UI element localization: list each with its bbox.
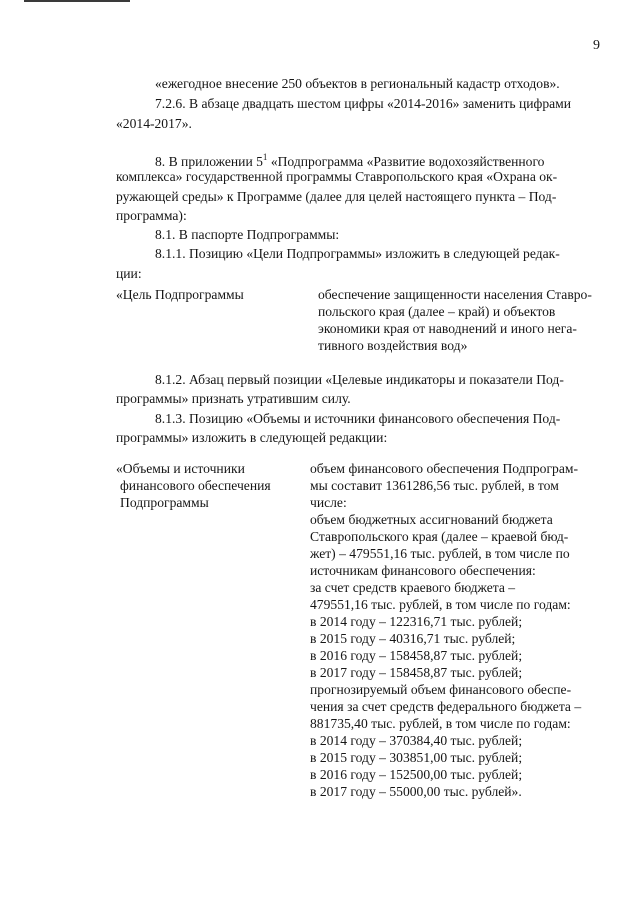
paragraph-line: 8.1.1. Позицию «Цели Подпрограммы» изложить в следующей редак- bbox=[155, 246, 560, 261]
finance-value-line: в 2015 году – 40316,71 тыс. рублей; bbox=[310, 631, 516, 646]
paragraph-line: комплекса» государственной программы Ставропольского края «Охрана ок- bbox=[116, 169, 558, 184]
paragraph-text: 8. В приложении 5 bbox=[155, 154, 263, 169]
finance-value-line: в 2014 году – 370384,40 тыс. рублей; bbox=[310, 733, 523, 748]
superscript: 1 bbox=[262, 152, 268, 162]
finance-value-line: мы составит 1361286,56 тыс. рублей, в том bbox=[310, 478, 559, 493]
paragraph-text: «Подпрограмма «Развитие водохозяйственного bbox=[267, 154, 545, 169]
finance-label-line: финансового обеспечения bbox=[120, 478, 271, 493]
paragraph-line bbox=[155, 149, 544, 170]
finance-value bbox=[310, 460, 610, 800]
paragraph-line: «ежегодное внесение 250 объектов в региональный кадастр отходов». bbox=[155, 76, 560, 91]
goal-label: «Цель Подпрограммы bbox=[116, 287, 244, 302]
goal-value-line: обеспечение защищенности населения Ставро- bbox=[318, 287, 592, 302]
top-rule bbox=[24, 0, 130, 2]
page-number: 9 bbox=[593, 38, 600, 53]
finance-label-line: «Объемы и источники bbox=[116, 461, 245, 476]
paragraph-line: программы» признать утратившим силу. bbox=[116, 391, 351, 406]
finance-value-line: в 2017 году – 55000,00 тыс. рублей». bbox=[310, 784, 522, 799]
paragraph-line: ции: bbox=[116, 266, 142, 281]
paragraph-line: 8.1. В паспорте Подпрограммы: bbox=[155, 227, 340, 242]
finance-value-line: прогнозируемый объем финансового обеспе- bbox=[310, 682, 572, 697]
finance-value-line: в 2016 году – 152500,00 тыс. рублей; bbox=[310, 767, 523, 782]
finance-value-line: числе: bbox=[310, 495, 347, 510]
goal-value-line: экономики края от наводнений и иного нега- bbox=[318, 321, 577, 336]
finance-value-line: 479551,16 тыс. рублей, в том числе по годам: bbox=[310, 597, 571, 612]
finance-value-line: 881735,40 тыс. рублей, в том числе по годам: bbox=[310, 716, 571, 731]
finance-value-line: в 2014 году – 122316,71 тыс. рублей; bbox=[310, 614, 523, 629]
paragraph-line: ружающей среды» к Программе (далее для целей настоящего пункта – Под- bbox=[116, 189, 557, 204]
finance-value-line: источникам финансового обеспечения: bbox=[310, 563, 536, 578]
goal-value bbox=[318, 286, 608, 354]
finance-value-line: объем финансового обеспечения Подпрограм- bbox=[310, 461, 579, 476]
finance-label bbox=[116, 460, 271, 511]
paragraph-line: 7.2.6. В абзаце двадцать шестом цифры «2014-2016» заменить цифрами bbox=[155, 96, 572, 111]
finance-label-line: Подпрограммы bbox=[120, 495, 209, 510]
paragraph-line: программы» изложить в следующей редакции: bbox=[116, 430, 388, 445]
finance-value-line: за счет средств краевого бюджета – bbox=[310, 580, 516, 595]
paragraph-line: 8.1.3. Позицию «Объемы и источники финансового обеспечения Под- bbox=[155, 411, 561, 426]
finance-value-line: в 2017 году – 158458,87 тыс. рублей; bbox=[310, 665, 523, 680]
finance-value-line: жет) – 479551,16 тыс. рублей, в том числе по bbox=[310, 546, 570, 561]
finance-value-line: Ставропольского края (далее – краевой бюд- bbox=[310, 529, 569, 544]
finance-value-line: чения за счет средств федерального бюджета – bbox=[310, 699, 582, 714]
paragraph-line: 8.1.2. Абзац первый позиции «Целевые индикаторы и показатели Под- bbox=[155, 372, 564, 387]
finance-value-line: в 2016 году – 158458,87 тыс. рублей; bbox=[310, 648, 523, 663]
goal-value-line: тивного воздействия вод» bbox=[318, 338, 468, 353]
finance-value-line: в 2015 году – 303851,00 тыс. рублей; bbox=[310, 750, 523, 765]
paragraph-line: «2014-2017». bbox=[116, 116, 192, 131]
goal-value-line: польского края (далее – край) и объектов bbox=[318, 304, 556, 319]
paragraph-line: программа): bbox=[116, 208, 187, 223]
finance-value-line: объем бюджетных ассигнований бюджета bbox=[310, 512, 553, 527]
